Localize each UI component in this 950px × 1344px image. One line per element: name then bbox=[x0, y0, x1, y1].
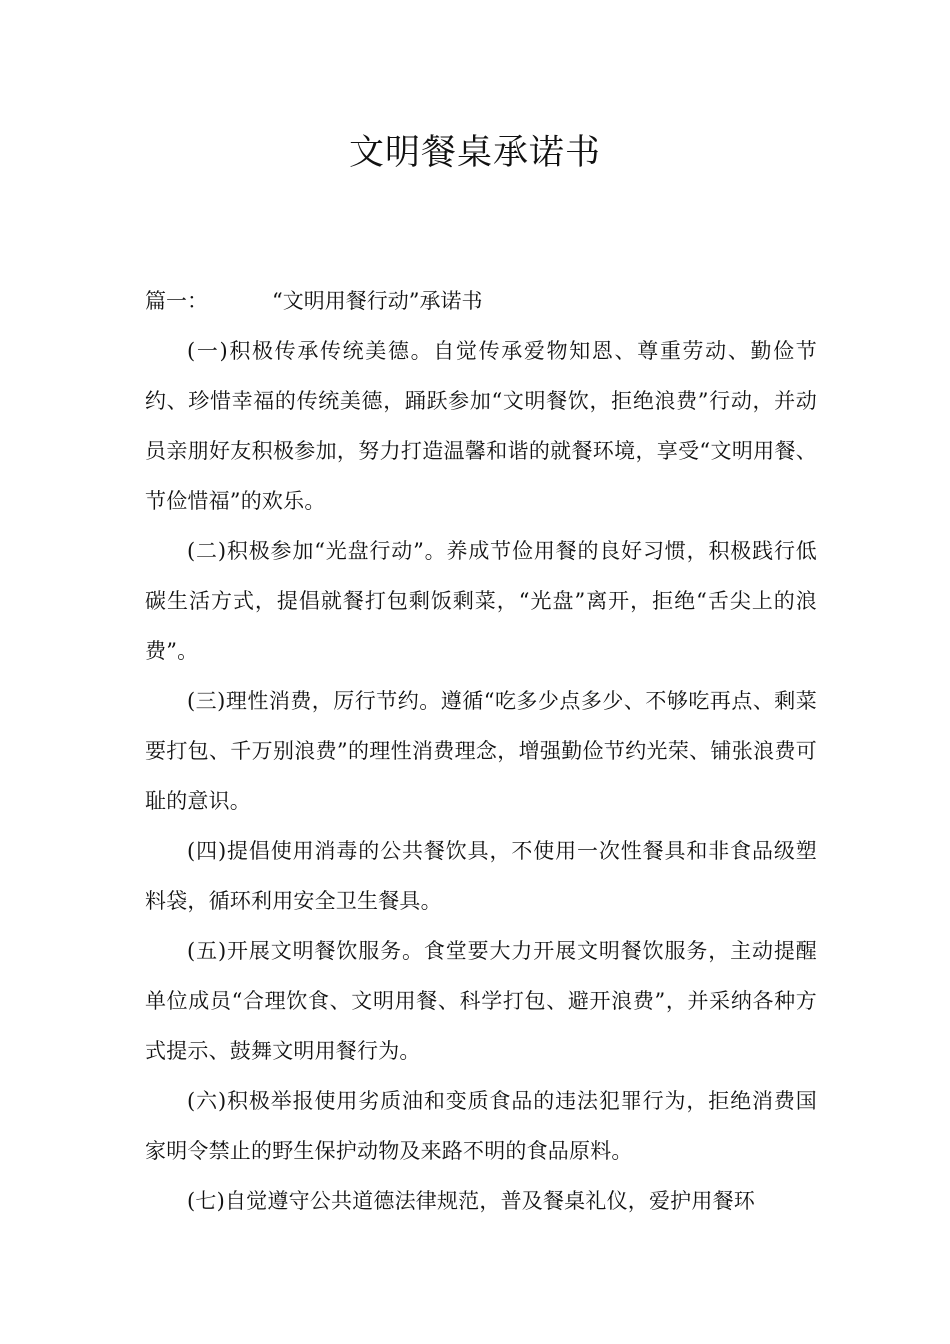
paragraph-1: (一)积极传承传统美德。自觉传承爱物知恩、尊重劳动、勤俭节约、珍惜幸福的传统美德，踊跃参加“文明餐饮，拒绝浪费”行动，并动员亲朋好友积极参加，努力打造温馨和谐的就餐环境，享受“文明用餐、节俭惜福”的欢乐。 bbox=[145, 339, 817, 513]
paragraph-2: (二)积极参加“光盘行动”。养成节俭用餐的良好习惯，积极践行低碳生活方式，提倡就餐打包剩饭剩菜，“光盘”离开，拒绝“舌尖上的浪费”。 bbox=[145, 539, 817, 663]
section-heading-prefix: 篇一： bbox=[145, 289, 208, 313]
document-body bbox=[145, 276, 817, 1226]
document-title: 文明餐桌承诺书 bbox=[348, 133, 601, 173]
paragraph-3: (三)理性消费，厉行节约。遵循“吃多少点多少、不够吃再点、剩菜要打包、千万别浪费”的理性消费理念，增强勤俭节约光荣、铺张浪费可耻的意识。 bbox=[145, 689, 817, 813]
paragraph-7: (七)自觉遵守公共道德法律规范，普及餐桌礼仪，爱护用餐环 bbox=[187, 1189, 755, 1213]
paragraph-4: (四)提倡使用消毒的公共餐饮具，不使用一次性餐具和非食品级塑料袋，循环利用安全卫生餐具。 bbox=[145, 839, 817, 913]
section-heading-text: “文明用餐行动”承诺书 bbox=[272, 289, 483, 313]
paragraph-6: (六)积极举报使用劣质油和变质食品的违法犯罪行为，拒绝消费国家明令禁止的野生保护动物及来路不明的食品原料。 bbox=[145, 1089, 817, 1163]
section-heading bbox=[145, 276, 817, 326]
paragraph-5: (五)开展文明餐饮服务。食堂要大力开展文明餐饮服务，主动提醒单位成员“合理饮食、文明用餐、科学打包、避开浪费”，并采纳各种方式提示、鼓舞文明用餐行为。 bbox=[145, 939, 817, 1063]
